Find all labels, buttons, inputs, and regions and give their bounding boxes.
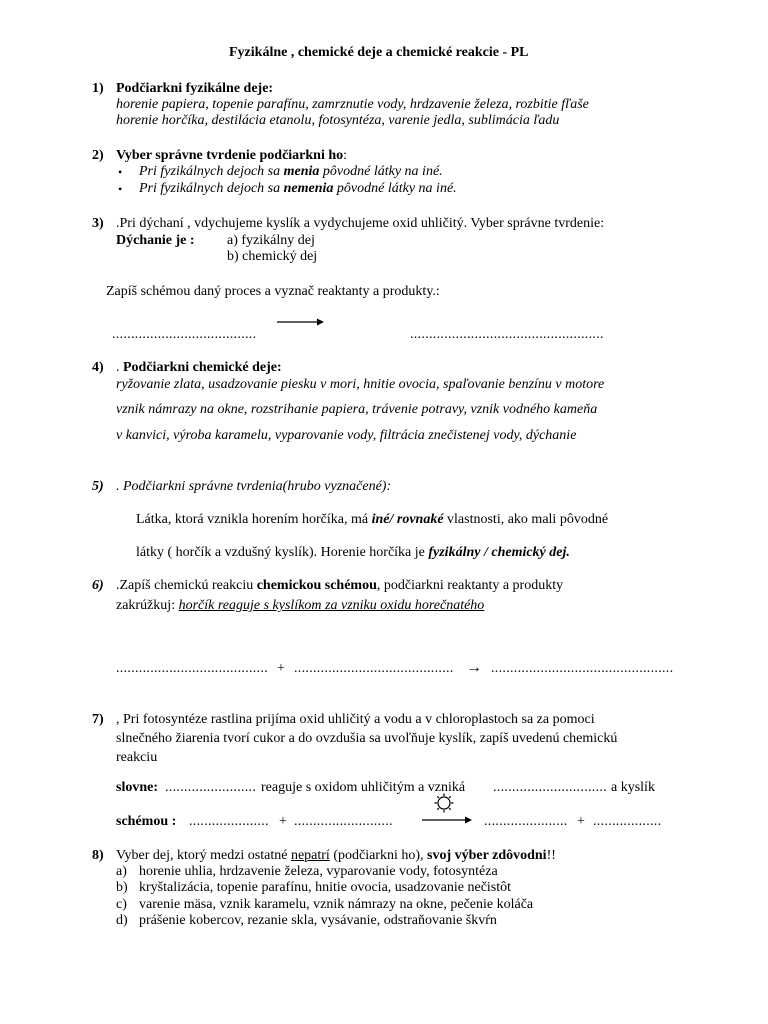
sun-icon <box>434 793 454 813</box>
q5-line-1 <box>136 512 608 528</box>
q8-item-a-letter: a) <box>116 864 127 879</box>
q4-number: 4) <box>92 360 104 375</box>
q8-number: 8) <box>92 848 104 863</box>
page-title: Fyzikálne , chemické deje a chemické reakcie - PL <box>229 45 529 60</box>
q7-slovne-mid: reaguje s oxidom uhličitým a vzniká <box>261 780 466 795</box>
q4-heading-pre: . <box>116 360 123 375</box>
q7-schemou-label: schémou : <box>116 814 177 829</box>
q6-line-2-italic: horčík reaguje s kyslíkom za vzniku oxidu horečnatého <box>178 598 485 613</box>
q7-slovne-dots-1: ........................ <box>165 780 257 795</box>
q7-schemou-plus: + <box>279 814 287 829</box>
q3-dots-left: ...................................... <box>112 327 257 342</box>
q2-bullet-2 <box>139 181 457 197</box>
q1-line-1: horenie papiera, topenie parafínu, zamrznutie vody, hrdzavenie železa, rozbitie fľaše <box>116 97 589 112</box>
q6-dots-1: ........................................ <box>116 661 268 676</box>
q5-line-2 <box>136 545 570 561</box>
q1-number: 1) <box>92 81 104 96</box>
q8-heading-pre: Vyber dej, ktorý medzi ostatné <box>116 848 291 863</box>
q6-plus: + <box>277 661 285 676</box>
q8-heading-mid: (podčiarkni ho), <box>329 848 428 863</box>
q3-option-a: a) fyzikálny dej <box>227 233 315 248</box>
q2-bullet-2-pre: Pri fyzikálnych dejoch sa <box>139 181 284 196</box>
q8-item-a: horenie uhlia, hrdzavenie železa, vyparovanie vody, fotosyntéza <box>139 864 498 879</box>
q8-heading-underlined: nepatrí <box>290 848 330 863</box>
q6-arrow-icon: → <box>466 659 482 676</box>
q8-heading-end: !! <box>546 848 556 863</box>
q2-bullet-1 <box>139 164 443 180</box>
q2-number: 2) <box>92 148 104 163</box>
q5-heading: . Podčiarkni správne tvrdenia(hrubo vyznačené): <box>116 479 392 494</box>
q8-item-b: kryštalizácia, topenie parafínu, hnitie ovocia, usadzovanie nečistôt <box>139 880 512 895</box>
q7-arrow-icon <box>421 814 475 826</box>
q3-arrow-icon <box>276 316 326 328</box>
q8-heading-bold: svoj výber zdôvodni <box>427 848 547 863</box>
q7-number: 7) <box>92 712 104 727</box>
q6-line-1-pre: .Zapíš chemickú reakciu <box>116 578 257 593</box>
q8-item-d-letter: d) <box>116 913 128 928</box>
q7-schemou-dots-3: ...................... <box>484 814 568 829</box>
q3-text: .Pri dýchaní , vdychujeme kyslík a vydychujeme oxid uhličitý. Vyber správne tvrdenie: <box>116 216 605 231</box>
q4-heading: Podčiarkni chemické deje: <box>123 360 282 375</box>
q4-line-3: v kanvici, výroba karamelu, vyparovanie vody, filtrácia znečistenej vody, dýchanie <box>116 428 577 443</box>
q5-line-2-pre: látky ( horčík a vzdušný kyslík). Horenie horčíka je <box>136 545 429 560</box>
q8-item-d: prášenie kobercov, rezanie skla, vysávanie, odstraňovanie škvŕn <box>139 913 497 928</box>
q7-schemou-dots-4: .................. <box>593 814 662 829</box>
q6-line-2-pre: zakrúžkuj: <box>116 598 179 613</box>
q6-line-1-bold: chemickou schémou <box>256 578 377 593</box>
q7-slovne-end: a kyslík <box>611 780 655 795</box>
q8-item-c: varenie mäsa, vznik karamelu, vznik námrazy na okne, pečenie koláča <box>139 897 534 912</box>
q5-line-2-bold: fyzikálny / chemický dej. <box>428 545 570 560</box>
q4-line-2: vznik námrazy na okne, rozstrihanie papiera, trávenie potravy, vznik vodného kameňa <box>116 402 598 417</box>
q3-option-b: b) chemický dej <box>227 249 318 264</box>
q7-line-1: , Pri fotosyntéze rastlina prijíma oxid uhličitý a vodu a v chloroplastoch sa za pomoci <box>116 712 595 727</box>
q5-line-1-pre: Látka, ktorá vznikla horením horčíka, má <box>136 512 372 527</box>
q1-heading: Podčiarkni fyzikálne deje: <box>116 81 274 96</box>
q6-line-1-post: , podčiarkni reaktanty a produkty <box>376 578 564 593</box>
q4-line-1: ryžovanie zlata, usadzovanie piesku v mori, hnitie ovocia, spaľovanie benzínu v motore <box>116 377 605 392</box>
q2-heading: Vyber správne tvrdenie podčiarkni ho <box>116 148 344 163</box>
q2-bullet-2-bold: nemenia <box>283 181 334 196</box>
q6-line-1 <box>116 578 563 594</box>
q2-bullet-1-pre: Pri fyzikálnych dejoch sa <box>139 164 284 179</box>
q2-bullet-1-bold: menia <box>283 164 320 179</box>
q6-dots-3: ................................................ <box>491 661 674 676</box>
q2-heading-line <box>116 148 347 164</box>
q6-line-2 <box>116 598 484 614</box>
q1-line-2: horenie horčíka, destilácia etanolu, fotosyntéza, varenie jedla, sublimácia ľadu <box>116 113 560 128</box>
bullet-icon: • <box>118 165 123 179</box>
q7-schemou-dots-1: ..................... <box>189 814 269 829</box>
q7-schemou-plus-2: + <box>577 814 585 829</box>
q3-number: 3) <box>92 216 104 231</box>
bullet-icon: • <box>118 182 123 196</box>
q8-item-c-letter: c) <box>116 897 127 912</box>
q3-dots-right: ................................................... <box>410 327 604 342</box>
q7-line-2: slnečného žiarenia tvorí cukor a do ovzdušia sa uvoľňuje kyslík, zapíš uvedenú chemickú <box>116 731 618 746</box>
q5-line-1-post: vlastnosti, ako mali pôvodné <box>443 512 609 527</box>
q6-dots-2: .......................................... <box>294 661 454 676</box>
q5-number: 5) <box>92 479 104 494</box>
q5-line-1-bold: iné/ rovnaké <box>371 512 444 527</box>
q8-item-b-letter: b) <box>116 880 128 895</box>
q6-number: 6) <box>92 578 104 593</box>
q7-line-3: reakciu <box>116 750 158 765</box>
q2-bullet-1-post: pôvodné látky na iné. <box>319 164 443 179</box>
q3-label: Dýchanie je : <box>116 233 195 248</box>
q4-heading-line <box>116 360 282 376</box>
q7-slovne-dots-2: .............................. <box>493 780 607 795</box>
q2-colon: : <box>343 148 348 163</box>
q3-scheme-text: Zapíš schémou daný proces a vyznač reaktanty a produkty.: <box>106 284 440 299</box>
q8-heading <box>116 848 556 864</box>
q2-bullet-2-post: pôvodné látky na iné. <box>333 181 457 196</box>
q7-schemou-dots-2: .......................... <box>294 814 393 829</box>
q7-slovne-label: slovne: <box>116 780 158 795</box>
